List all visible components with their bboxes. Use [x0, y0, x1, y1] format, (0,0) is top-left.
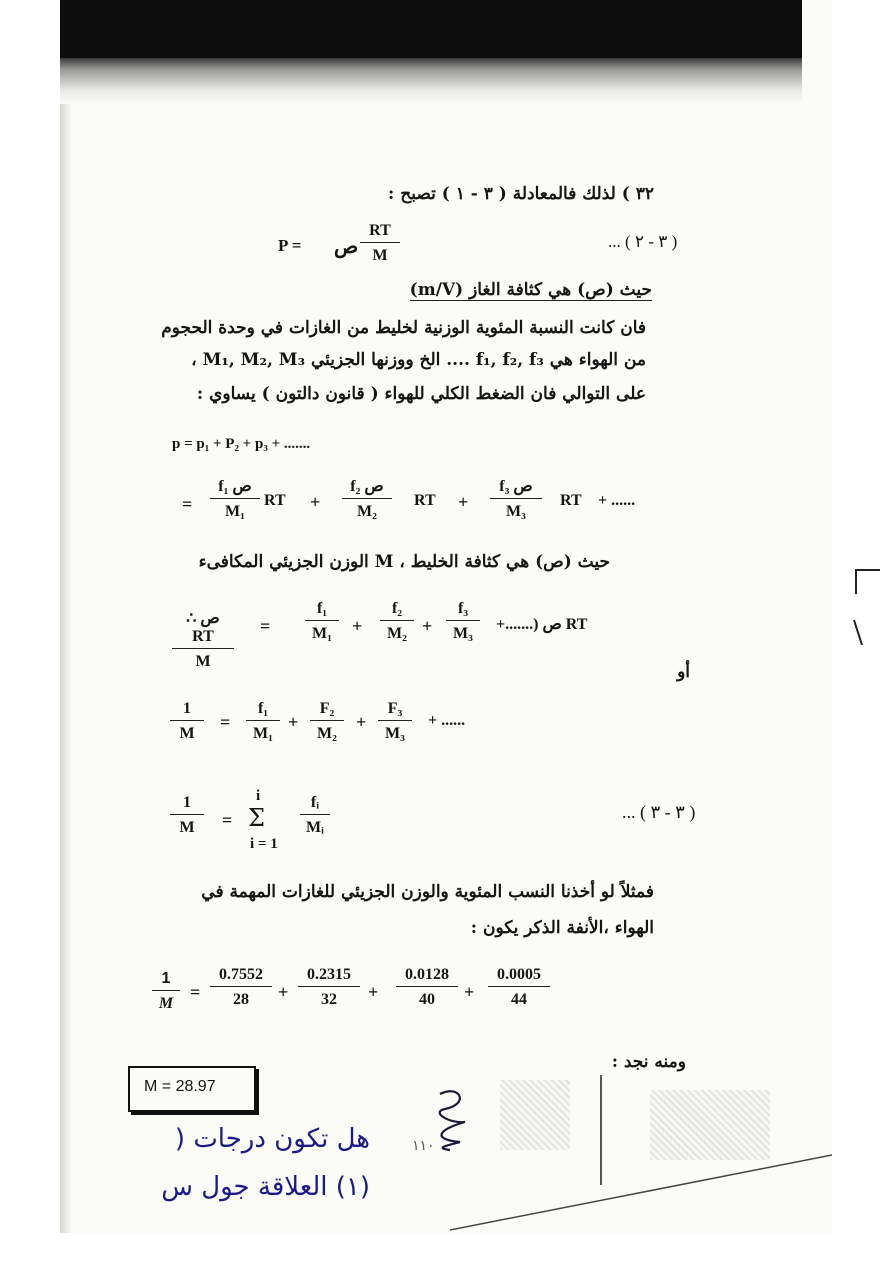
mix-term-1 [305, 600, 339, 643]
plus-1: + [310, 492, 321, 512]
mix-lhs [172, 608, 234, 671]
intro-line: ٣٢ ) لذلك فالمعادلة ( ٣ - ١ ) تصبح : [388, 184, 654, 204]
inv-equals: = [220, 712, 231, 732]
rho-symbol: ص [334, 234, 359, 258]
num-plus-2: + [368, 982, 379, 1002]
sigma-symbol: Σ [248, 804, 265, 832]
result-box [128, 1066, 256, 1112]
sum-lhs-denominator: M [179, 819, 195, 836]
eq-main-lhs: P = [278, 236, 302, 255]
rt-2: RT [414, 492, 436, 509]
num-plus-3: + [464, 982, 475, 1002]
scan-noise [500, 1080, 570, 1150]
mix-n1: f₁ [305, 600, 339, 621]
mixture-definition: حيث (ص) هي كثافة الخليط ، M الوزن الجزيئي المكافىء [198, 552, 610, 572]
sum-numerator: fᵢ [300, 794, 330, 815]
paragraph2-line2: الهواء ،الأنفة الذكر يكون : [470, 918, 654, 938]
density-definition: حيث (ص) هي كثافة الغاز (m/V) [409, 280, 652, 300]
num-lhs-numerator: 1 [152, 970, 180, 991]
num-d4: 44 [511, 991, 527, 1008]
mix-lhs-denominator: M [195, 653, 211, 670]
paragraph1-line2: من الهواء هي f₁, f₂, f₃ .... الخ ووزنها الجزيئي M₁, M₂, M₃ ، [191, 350, 646, 370]
equation-number-3-2: ... ( ٣ - ٢ ) [608, 232, 678, 251]
num-term-3 [396, 966, 458, 1009]
handwritten-note-line2: (١) العلاقة جول س [161, 1172, 370, 1202]
term2-denominator: M₂ [357, 503, 377, 520]
inv-n1: f₁ [246, 700, 280, 721]
inv-d1: M₁ [253, 725, 273, 742]
series-term-3 [490, 476, 542, 521]
fraction-denominator: M [372, 247, 388, 264]
page-number: ١١٠ [412, 1138, 435, 1154]
mix-plus-1: + [352, 616, 363, 636]
inv-term-2 [310, 700, 344, 743]
inv-plus-1: + [288, 712, 299, 732]
mix-tail: +.......) ص RT [496, 616, 588, 633]
paragraph2-line1: فمثلاً لو أخذنا النسب المئوية والوزن الجزيئي للغازات المهمة في [201, 882, 654, 902]
scanned-black-border [60, 0, 802, 58]
diagonal-fold-line [450, 1150, 832, 1233]
mix-n3: f₃ [446, 600, 480, 621]
inv-n2: F₂ [310, 700, 344, 721]
series-term-2 [342, 476, 392, 521]
plus-2: + [458, 492, 469, 512]
result-value: M = 28.97 [144, 1078, 216, 1095]
document-page [60, 0, 832, 1233]
rt-3: RT [560, 492, 582, 509]
num-n2: 0.2315 [298, 966, 360, 987]
inv-term-1 [246, 700, 280, 743]
pressure-sum: p = p₁ + P₂ + p₃ + ....... [172, 436, 311, 452]
sum-denominator: Mᵢ [306, 819, 324, 836]
num-lhs [152, 970, 180, 1013]
mix-lhs-numerator: ∴ ص RT [172, 608, 234, 649]
term2-numerator: f₂ ص [342, 476, 392, 499]
sum-bottom-index: i = 1 [250, 836, 278, 852]
handwritten-note-line1: هل تكون درجات ( [174, 1124, 370, 1154]
mix-d3: M₃ [453, 625, 473, 642]
equation-number-3-3: ... ( ٣ - ٣ ) [622, 802, 696, 822]
mix-term-2 [380, 600, 414, 643]
fraction-numerator: RT [360, 222, 400, 243]
edge-artifact [840, 560, 880, 650]
paragraph1-line1: فان كانت النسبة المئوية الوزنية لخليط من الغازات في وحدة الحجوم [161, 318, 646, 338]
rt-1: RT [264, 492, 286, 509]
term3-numerator: f₃ ص [490, 476, 542, 499]
inv-lhs [170, 700, 204, 743]
inv-term-3 [378, 700, 412, 743]
mix-equals: = [260, 616, 271, 636]
sum-term [300, 794, 330, 837]
we-find: ومنه نجد : [611, 1052, 686, 1072]
num-d3: 40 [419, 991, 435, 1008]
inv-plus-2: + [356, 712, 367, 732]
series-tail: + ...... [598, 492, 636, 509]
sum-equals: = [222, 810, 233, 830]
num-term-2 [298, 966, 360, 1009]
term1-numerator: f₁ ص [210, 476, 260, 499]
inv-lhs-denominator: M [179, 725, 195, 742]
scan-shadow [60, 58, 802, 104]
num-lhs-denominator: M [158, 995, 174, 1012]
sum-lhs [170, 794, 204, 837]
series-term-1 [210, 476, 260, 521]
num-term-1 [210, 966, 272, 1009]
paragraph1-line3: على التوالي فان الضغط الكلي للهواء ( قانون دالتون ) يساوي : [196, 384, 646, 404]
num-term-4 [488, 966, 550, 1009]
num-plus-1: + [278, 982, 289, 1002]
or-word: أو [677, 662, 690, 682]
mix-term-3 [446, 600, 480, 643]
sum-top-index: i [256, 788, 261, 804]
eq-main-fraction [360, 222, 400, 265]
num-n3: 0.0128 [396, 966, 458, 987]
num-n1: 0.7552 [210, 966, 272, 987]
inv-n3: F₃ [378, 700, 412, 721]
equals-sign: = [182, 494, 193, 514]
inv-tail: + ...... [428, 712, 466, 729]
mix-d2: M₂ [387, 625, 407, 642]
inv-d2: M₂ [317, 725, 337, 742]
mix-plus-2: + [422, 616, 433, 636]
term3-denominator: M₃ [506, 503, 526, 520]
num-d1: 28 [233, 991, 249, 1008]
num-n4: 0.0005 [488, 966, 550, 987]
mix-n2: f₂ [380, 600, 414, 621]
num-equals: = [190, 982, 201, 1002]
inv-lhs-numerator: 1 [170, 700, 204, 721]
inv-d3: M₃ [385, 725, 405, 742]
sum-lhs-numerator: 1 [170, 794, 204, 815]
mix-d1: M₁ [312, 625, 332, 642]
term1-denominator: M₁ [225, 503, 245, 520]
num-d2: 32 [321, 991, 337, 1008]
handwritten-scribble [420, 1084, 480, 1154]
